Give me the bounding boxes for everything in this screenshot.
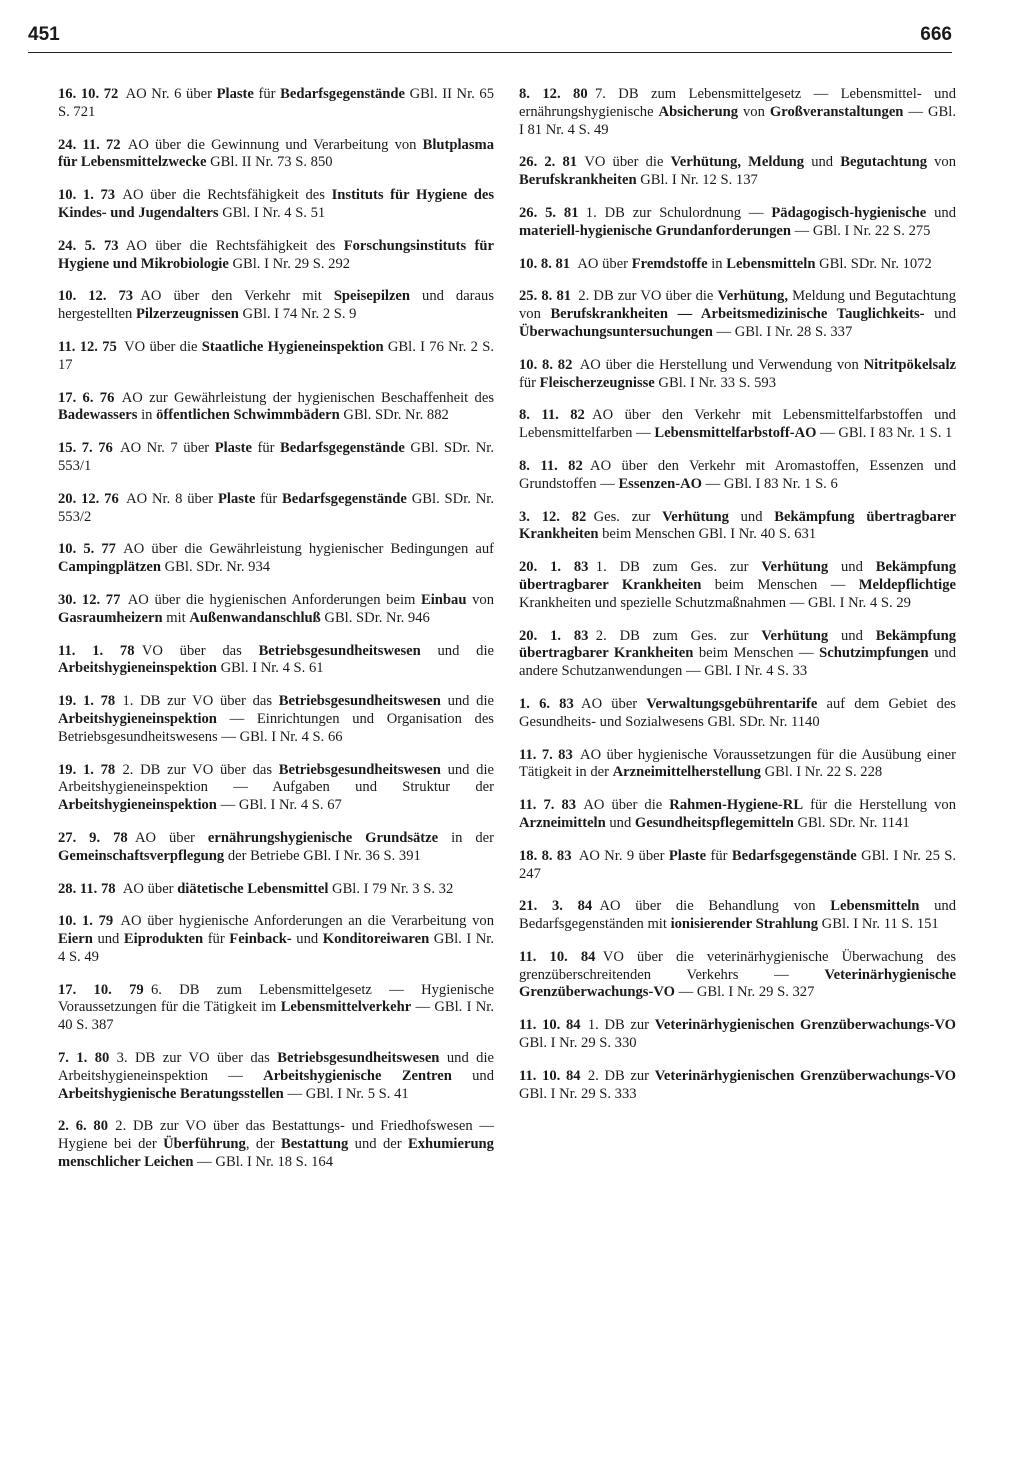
entry-text: AO über: [122, 880, 178, 897]
entry-text: und: [605, 814, 635, 831]
entry-text: AO über die: [583, 797, 670, 814]
entry-text: GBl. I Nr. 29 S. 292: [228, 255, 351, 272]
entry-text: 7. DB zum Lebensmittelgesetz — Lebensmittel- und ernährungshygienische: [519, 86, 957, 120]
entry-date: 19. 1. 78: [58, 693, 116, 710]
regulation-entry: [58, 982, 494, 1035]
entry-date: 11. 10. 84: [519, 1067, 581, 1084]
entry-keyword: Veterinärhygienischen Grenzüberwachungs-VO: [654, 1017, 956, 1034]
entry-text: GBl. I Nr. 4 S. 51: [218, 204, 326, 221]
regulation-entry: [58, 238, 494, 274]
entry-text: VO über die: [124, 338, 202, 355]
entry-date: 24. 11. 72: [58, 136, 121, 153]
entry-text: 6. DB zum Lebensmittelgesetz — Hygienische Voraussetzungen für die Tätigkeit im: [58, 981, 495, 1016]
entry-text: GBl. I Nr. 12 S. 137: [636, 172, 758, 189]
entry-date: 10. 1. 73: [58, 187, 116, 204]
entry-date: 8. 11. 82: [519, 457, 583, 474]
entry-keyword: Betriebsgesundheitswesen: [278, 693, 441, 710]
regulation-entry: [58, 137, 494, 173]
regulation-entry: [519, 747, 956, 783]
entry-text: AO über: [134, 829, 208, 846]
entry-text: GBl. I Nr. 4 S. 61: [216, 660, 324, 677]
entry-text: GBl. I Nr. 11 S. 151: [818, 916, 939, 933]
regulation-entry: [519, 848, 956, 884]
entry-text: und: [728, 508, 775, 525]
entry-keyword: Veterinärhygienische Grenzüberwachungs-VO: [519, 966, 956, 1001]
entry-text: AO Nr. 6 über: [125, 86, 217, 102]
entry-keyword: Plaste: [668, 847, 707, 864]
entry-text: AO über hygienische Anforderungen an die Verarbeitung von: [120, 913, 494, 930]
entry-text: und Bedarfsgegenständen mit: [519, 898, 957, 933]
entry-text: Krankheiten und spezielle Schutzmaßnahmen — GBl. I Nr. 4 S. 29: [519, 594, 911, 611]
regulation-entry: [58, 881, 494, 899]
entry-text: und die Arbeitshygieneinspektion — Aufgaben und Struktur der: [58, 761, 494, 796]
entry-date: 11. 7. 83: [519, 746, 573, 763]
entry-keyword: öffentlichen Schwimmbädern: [156, 407, 340, 424]
entry-text: AO Nr. 7 über: [120, 440, 215, 457]
regulation-entry: [519, 357, 956, 393]
entry-keyword: Verwaltungsgebührentarife: [646, 695, 818, 712]
entry-date: 17. 10. 79: [58, 981, 144, 998]
regulation-entry: [519, 1017, 956, 1053]
entry-keyword: Großveranstaltungen: [769, 103, 904, 120]
entry-date: 15. 7. 76: [58, 440, 113, 457]
entry-text: AO über den Verkehr mit: [140, 288, 334, 305]
entry-text: — GBl. I Nr. 18 S. 164: [193, 1154, 333, 1171]
entry-keyword: Badewassers: [58, 407, 138, 424]
entry-text: GBl. SDr. Nr. 1141: [793, 814, 910, 831]
entry-date: 17. 6. 76: [58, 389, 115, 406]
entry-text: Meldung und Begutachtung von: [519, 288, 957, 323]
entry-keyword: Bekämpfung übertragbarer Krankheiten: [519, 627, 957, 662]
entry-keyword: Plaste: [216, 86, 254, 102]
entry-text: GBl. I 76 Nr. 2 S. 17: [58, 338, 494, 373]
entry-text: für: [203, 931, 230, 948]
entry-date: 20. 12. 76: [58, 490, 119, 507]
entry-text: — GBl. I 83 Nr. 1 S. 6: [701, 475, 838, 492]
entry-date: 26. 2. 81: [519, 154, 578, 171]
entry-date: 10. 12. 73: [58, 288, 134, 305]
entry-text: und: [291, 931, 323, 948]
entry-date: 24. 5. 73: [58, 237, 119, 254]
entry-keyword: Bekämpfung übertragbarer Krankheiten: [519, 559, 957, 593]
entry-date: 1. 6. 83: [519, 695, 574, 712]
regulation-entry: [519, 458, 956, 494]
entry-keyword: Lebensmitteln: [830, 898, 920, 915]
entry-keyword: Fleischerzeugnisse: [539, 374, 655, 391]
entry-keyword: Plaste: [214, 440, 252, 457]
entry-keyword: Außenwandanschluß: [189, 609, 321, 626]
entry-keyword: Verhütung,: [717, 288, 788, 305]
entry-keyword: materiell-hygienische Grundanforderungen: [519, 222, 792, 239]
entry-text: GBl. SDr. Nr. 553/1: [58, 440, 494, 474]
entry-text: GBl. SDr. Nr. 1072: [815, 255, 932, 272]
entry-keyword: ernährungshygienische Grundsätze: [207, 829, 439, 846]
entry-text: mit: [162, 609, 190, 626]
entry-text: 2. DB zur VO über das: [122, 761, 279, 778]
entry-keyword: Gesundheitspflegemitteln: [634, 814, 794, 831]
entry-keyword: Bedarfsgegenstände: [280, 440, 405, 457]
entry-date: 30. 12. 77: [58, 591, 121, 608]
entry-keyword: Begutachtung: [840, 154, 927, 171]
entry-keyword: Gasraumheizern: [58, 609, 163, 626]
entry-keyword: Schutzimpfungen: [819, 645, 929, 662]
left-column: [58, 86, 494, 1187]
entry-keyword: Betriebsgesundheitswesen: [278, 761, 441, 778]
entry-date: 8. 11. 82: [519, 407, 585, 424]
entry-text: — GBl. I 83 Nr. 1 S. 1: [816, 425, 953, 442]
entry-text: der Betriebe GBl. I Nr. 36 S. 391: [224, 847, 421, 864]
entry-keyword: Lebensmittelfarbstoff-AO: [654, 425, 817, 442]
regulation-entry: [519, 86, 956, 139]
entry-keyword: Meldepflichtige: [858, 576, 956, 593]
entry-text: GBl. I Nr. 25 S. 247: [519, 847, 956, 882]
entry-text: — Einrichtungen und Organisation des Betriebsgesundheitswesens — GBl. I Nr. 4 S. 66: [58, 710, 494, 745]
entry-keyword: Nitritpökelsalz: [863, 356, 956, 373]
entry-keyword: Gemeinschaftsverpflegung: [58, 847, 225, 864]
entry-keyword: Campingplätzen: [58, 559, 161, 576]
entry-text: AO über den Verkehr mit Lebensmittelfarbstoffen und Lebensmittelfarben —: [519, 407, 956, 442]
entry-date: 27. 9. 78: [58, 829, 128, 846]
entry-text: und: [828, 627, 876, 644]
entry-text: 1. DB zur: [587, 1017, 655, 1034]
entry-date: 10. 1. 79: [58, 913, 114, 930]
entry-text: beim Menschen GBl. I Nr. 40 S. 631: [598, 526, 817, 543]
entry-keyword: Eiern: [58, 931, 93, 948]
entry-keyword: diätetische Lebensmittel: [177, 880, 329, 897]
entry-date: 2. 6. 80: [58, 1118, 108, 1135]
entry-text: und: [92, 931, 124, 948]
entry-text: von: [927, 154, 957, 171]
entry-keyword: Verhütung: [761, 627, 829, 644]
entry-keyword: Lebensmitteln: [726, 255, 816, 272]
entry-text: — GBl. I Nr. 29 S. 327: [674, 984, 815, 1001]
entry-text: AO über die Behandlung von: [599, 898, 831, 915]
entry-date: 11. 7. 83: [519, 797, 577, 814]
entry-text: — GBl. I Nr. 40 S. 387: [58, 999, 494, 1034]
entry-text: und: [924, 306, 956, 323]
entry-text: AO über die Rechtsfähigkeit des: [125, 237, 344, 254]
entry-keyword: Blutplasma für Lebensmittelzwecke: [58, 136, 494, 171]
entry-keyword: Berufskrankheiten: [519, 172, 637, 189]
entry-keyword: Arzneimitteln: [519, 814, 606, 831]
regulation-entry: [58, 913, 494, 966]
regulation-entry: [519, 205, 956, 241]
entry-date: 11. 10. 84: [519, 1017, 581, 1034]
entry-text: VO über die: [584, 154, 671, 171]
entry-text: und andere Schutzanwendungen — GBl. I Nr. 4 S. 33: [519, 645, 956, 680]
entry-date: 7. 1. 80: [58, 1050, 110, 1067]
entry-text: für die Herstellung von: [803, 797, 957, 814]
entry-text: und: [804, 154, 841, 171]
entry-text: GBl. I 74 Nr. 2 S. 9: [238, 306, 357, 323]
regulation-entry: [58, 187, 494, 223]
entry-text: AO über die Herstellung und Verwendung von: [579, 356, 864, 373]
entry-keyword: Arbeitshygieneinspektion: [58, 797, 217, 814]
entry-text: in: [707, 255, 727, 272]
entry-text: 1. DB zur VO über das: [122, 693, 279, 710]
entry-date: 19. 1. 78: [58, 761, 116, 778]
entry-text: für: [253, 86, 281, 102]
entry-keyword: Staatliche Hygieneinspektion: [201, 338, 384, 355]
entry-date: 26. 5. 81: [519, 204, 579, 221]
entry-keyword: Arbeitshygieneinspektion: [58, 710, 217, 727]
entry-text: 2. DB zur VO über das Bestattungs- und Friedhofswesen — Hygiene bei der: [58, 1118, 494, 1153]
entry-text: GBl. SDr. Nr. 553/2: [58, 490, 495, 525]
entry-text: GBl. I Nr. 22 S. 228: [760, 764, 883, 781]
entry-date: 20. 1. 83: [519, 627, 589, 644]
entry-text: 2. DB zur: [587, 1067, 655, 1084]
entry-date: 28. 11. 78: [58, 880, 116, 897]
entry-date: 11. 12. 75: [58, 338, 117, 355]
entry-text: von: [466, 591, 495, 608]
entry-text: und der: [348, 1136, 409, 1153]
entry-text: AO über: [581, 695, 647, 712]
entry-text: und die: [440, 693, 494, 710]
entry-text: — GBl. I Nr. 4 S. 67: [216, 797, 342, 814]
regulation-entry: [58, 86, 494, 122]
entry-date: 10. 5. 77: [58, 541, 116, 558]
entry-text: von: [738, 103, 770, 120]
entry-keyword: Pilzerzeugnissen: [135, 306, 239, 323]
entry-text: 1. DB zur Schulordnung —: [585, 204, 772, 221]
entry-text: in der: [438, 829, 494, 846]
entry-text: — GBl. I Nr. 28 S. 337: [712, 323, 853, 340]
entry-text: GBl. II Nr. 65 S. 721: [58, 86, 494, 120]
entry-text: VO über die veterinärhygienische Überwachung des grenzüberschreitenden Verkehrs —: [519, 948, 956, 983]
entry-text: GBl. I Nr. 29 S. 333: [519, 1085, 637, 1102]
regulation-entry: [519, 288, 956, 341]
regulation-entry: [519, 407, 956, 443]
entry-keyword: Fremdstoffe: [631, 255, 708, 272]
regulation-entry: [58, 491, 494, 527]
right-column: [519, 86, 956, 1118]
regulation-entry: [519, 696, 956, 732]
entry-keyword: Forschungsinstituts für Hygiene und Mikrobiologie: [58, 237, 494, 272]
entry-date: 20. 1. 83: [519, 559, 589, 576]
entry-keyword: Feinback-: [229, 931, 292, 948]
entry-keyword: Überwachungsuntersuchungen: [519, 323, 713, 340]
regulation-entry: [519, 154, 956, 190]
entry-text: für: [519, 374, 540, 391]
entry-keyword: Verhütung: [761, 559, 829, 576]
entry-keyword: Verhütung: [662, 508, 729, 525]
regulation-entry: [58, 390, 494, 426]
regulation-entry: [519, 509, 956, 545]
entry-date: 16. 10. 72: [58, 86, 119, 102]
regulation-entry: [58, 830, 494, 866]
entry-keyword: Einbau: [421, 591, 467, 608]
regulation-entry: [58, 541, 494, 577]
entry-keyword: Speisepilzen: [333, 288, 411, 305]
entry-date: 10. 8. 81: [519, 255, 571, 272]
entry-text: AO über hygienische Voraussetzungen für die Ausübung einer Tätigkeit in der: [519, 746, 956, 781]
entry-keyword: Eiprodukten: [123, 931, 204, 948]
regulation-entry: [58, 288, 494, 324]
entry-text: beim Menschen —: [693, 645, 820, 662]
regulation-entry: [58, 762, 494, 815]
regulation-entry: [58, 1050, 494, 1103]
entry-keyword: Bedarfsgegenstände: [282, 490, 407, 507]
entry-text: AO über die Rechtsfähigkeit des: [122, 187, 332, 204]
entry-keyword: ionisierender Strahlung: [670, 916, 819, 933]
entry-text: AO Nr. 8 über: [126, 490, 219, 507]
entry-date: 3. 12. 82: [519, 508, 587, 525]
entry-keyword: Pädagogisch-hygienische: [771, 204, 927, 221]
entry-keyword: Bekämpfung übertragbarer Krankheiten: [519, 508, 957, 543]
entry-text: 2. DB zur VO über die: [578, 288, 718, 305]
entry-keyword: Berufskrankheiten — Arbeitsmedizinische Tauglichkeits-: [550, 306, 925, 323]
entry-keyword: Arbeitshygienische Beratungsstellen: [58, 1085, 284, 1102]
entry-text: — GBl. I Nr. 5 S. 41: [283, 1085, 409, 1102]
entry-text: für: [251, 440, 281, 457]
regulation-entry: [519, 628, 956, 681]
entry-keyword: Bestattung: [280, 1136, 349, 1153]
entry-text: AO über die Gewährleistung hygienischer Bedingungen auf: [123, 541, 495, 558]
entry-text: für: [255, 490, 283, 507]
entry-text: und daraus hergestellten: [58, 288, 494, 323]
page-number-left: 451: [28, 24, 60, 45]
entry-text: auf dem Gebiet des Gesundheits- und Sozialwesens GBl. SDr. Nr. 1140: [519, 695, 956, 730]
regulation-entry: [58, 592, 494, 628]
entry-keyword: Veterinärhygienischen Grenzüberwachungs-VO: [654, 1067, 956, 1084]
entry-text: und: [828, 559, 876, 576]
regulation-entry: [519, 797, 956, 833]
entry-keyword: Bedarfsgegenstände: [280, 86, 406, 102]
regulation-entry: [519, 559, 956, 612]
entry-text: 1. DB zum Ges. zur: [595, 559, 762, 576]
entry-date: 25. 8. 81: [519, 288, 572, 305]
entry-keyword: Rahmen-Hygiene-RL: [669, 797, 804, 814]
entry-text: beim Menschen —: [701, 576, 859, 593]
entry-date: 10. 8. 82: [519, 356, 573, 373]
entry-keyword: Konditoreiwaren: [322, 931, 430, 948]
entry-text: — GBl. I Nr. 22 S. 275: [791, 222, 931, 239]
entry-text: Ges. zur: [593, 508, 663, 525]
page-number-right: 666: [920, 24, 952, 45]
entry-text: und die Arbeitshygieneinspektion —: [58, 1050, 494, 1084]
entry-text: für: [706, 847, 732, 864]
entry-text: GBl. I 79 Nr. 3 S. 32: [328, 880, 454, 897]
entry-text: — GBl. I 81 Nr. 4 S. 49: [519, 103, 956, 138]
entry-date: 11. 1. 78: [58, 642, 135, 659]
entry-date: 11. 10. 84: [519, 948, 596, 965]
entry-text: AO über den Verkehr mit Aromastoffen, Essenzen und Grundstoffen —: [519, 457, 956, 492]
entry-keyword: Überführung: [163, 1136, 246, 1153]
regulation-entry: [519, 1068, 956, 1104]
entry-keyword: Arbeitshygieneinspektion: [58, 660, 217, 677]
regulation-entry: [58, 440, 494, 476]
entry-text: GBl. I Nr. 4 S. 49: [58, 931, 495, 965]
entry-date: 8. 12. 80: [519, 86, 588, 102]
entry-keyword: Instituts für Hygiene des Kindes- und Jugendalters: [58, 187, 495, 221]
entry-text: und: [926, 204, 956, 221]
entry-date: 21. 3. 84: [519, 898, 593, 915]
entry-text: AO Nr. 9 über: [578, 847, 669, 864]
entry-keyword: Plaste: [218, 490, 256, 507]
regulation-entry: [519, 898, 956, 934]
entry-keyword: Lebensmittelverkehr: [280, 999, 412, 1016]
entry-keyword: Essenzen-AO: [618, 475, 702, 492]
entry-text: , der: [245, 1136, 281, 1153]
entry-text: GBl. SDr. Nr. 946: [320, 609, 430, 626]
entry-text: VO über das: [141, 642, 259, 659]
entry-keyword: Betriebsgesundheitswesen: [258, 642, 421, 659]
entry-text: AO über die Gewinnung und Verarbeitung von: [127, 136, 423, 153]
entry-date: 18. 8. 83: [519, 847, 572, 864]
entry-text: und: [451, 1067, 494, 1084]
entry-text: GBl. SDr. Nr. 882: [339, 407, 449, 424]
regulation-entry: [58, 339, 494, 375]
entry-text: in: [137, 407, 157, 424]
entry-text: GBl. SDr. Nr. 934: [160, 559, 271, 576]
regulation-entry: [519, 949, 956, 1002]
entry-text: GBl. I Nr. 29 S. 330: [519, 1035, 637, 1052]
entry-text: und die: [420, 642, 494, 659]
entry-text: GBl. I Nr. 33 S. 593: [654, 374, 776, 391]
entry-keyword: Bedarfsgegenstände: [731, 847, 857, 864]
entry-text: 3. DB zur VO über das: [116, 1050, 278, 1067]
page-header: [28, 22, 952, 53]
entry-keyword: Verhütung, Meldung: [670, 154, 805, 171]
entry-text: GBl. II Nr. 73 S. 850: [206, 154, 333, 171]
regulation-entry: [58, 693, 494, 746]
entry-text: 2. DB zum Ges. zur: [595, 627, 762, 644]
entry-text: AO zur Gewährleistung der hygienischen Beschaffenheit des: [121, 389, 495, 406]
regulation-entry: [58, 643, 494, 679]
entry-keyword: Arzneimittelherstellung: [612, 764, 761, 781]
regulation-entry: [58, 1118, 494, 1171]
entry-keyword: Absicherung: [658, 103, 739, 120]
entry-keyword: Exhumierung menschlicher Leichen: [58, 1136, 494, 1171]
entry-keyword: Arbeitshygienische Zentren: [263, 1067, 452, 1084]
entry-text: AO über die hygienischen Anforderungen beim: [127, 591, 422, 608]
entry-keyword: Betriebsgesundheitswesen: [277, 1050, 440, 1067]
entry-text: AO über: [577, 255, 632, 272]
regulation-entry: [519, 256, 956, 274]
